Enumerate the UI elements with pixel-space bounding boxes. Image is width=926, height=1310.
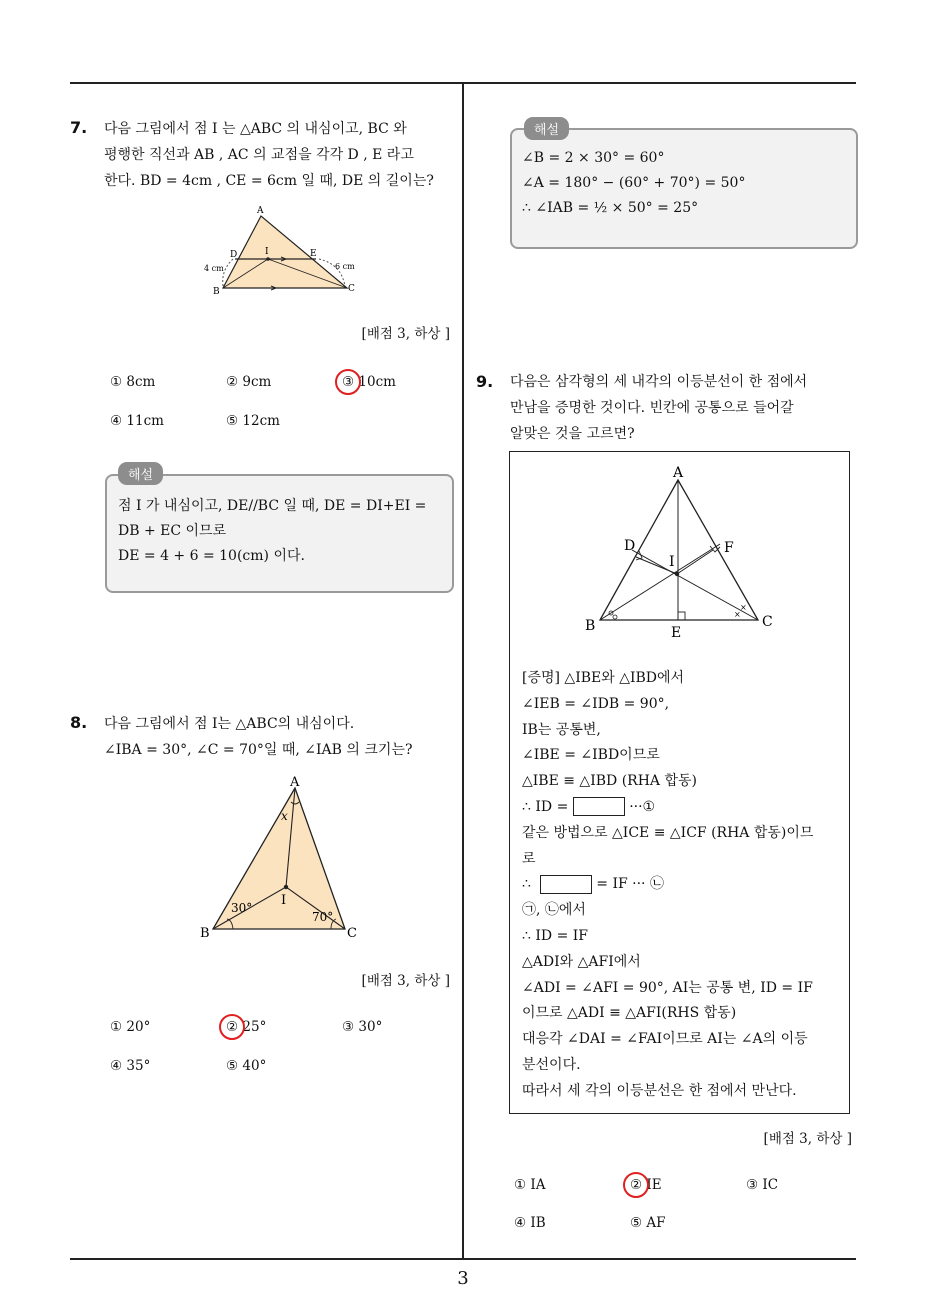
q7-explanation [118,494,448,569]
q9-angle-c-mark1: × [740,603,747,612]
q9-label-e: E [671,625,682,641]
q9-line-3: 알맞은 것을 고르면? [510,426,635,442]
q9-proof-line-4: ∠IBE = ∠IBD이므로 [522,747,660,764]
q8-expl-line-1: ∠B = 2 × 30° = 60° [522,150,665,166]
q7-label-ce: 6 cm [335,262,355,271]
column-divider [462,83,464,1259]
q8-choice-4[interactable]: ④ 35° [110,1058,151,1074]
q9-angle-b-mark2 [613,615,617,619]
q7-triangle [223,216,347,288]
q7-question [104,116,454,194]
q9-proof-line-6-head: ∴ ID = [522,798,569,815]
q8-line-2: ∠IBA = 30°, ∠C = 70°일 때, ∠IAB 의 크기는? [104,742,413,758]
page-number: 3 [457,1268,469,1289]
q9-choice-5[interactable]: ⑤ AF [630,1215,666,1231]
q9-score: [배점 3, 하상 ] [763,1131,852,1147]
q8-label-70: 70° [312,910,334,924]
q9-figure [580,462,780,642]
q8-label-c: C [347,926,357,941]
q8-label-a: A [290,775,300,790]
q9-number: 9. [476,372,494,391]
q9-line-2: 만남을 증명한 것이다. 빈칸에 공통으로 들어갈 [510,400,794,416]
q8-label-i: I [281,893,287,908]
q7-line-2: 평행한 직선과 AB , AC 의 교점을 각각 D , E 라고 [104,147,414,163]
q7-label-b: B [213,287,220,297]
q8-incenter-dot [284,885,288,889]
q9-proof-line-12: △ADI와 △AFI에서 [522,953,641,970]
q9-proof-line-6 [522,795,844,821]
q8-choice-3[interactable]: ③ 30° [342,1019,383,1035]
q9-line-1: 다음은 삼각형의 세 내각의 이등분선이 한 점에서 [510,374,808,390]
q8-explanation [522,146,842,221]
q7-label-c: C [348,284,355,294]
q9-proof-line-15: 대응각 ∠DAI = ∠FAI이므로 AI는 ∠A의 이등 [522,1031,808,1048]
q7-choice-2[interactable]: ② 9cm [226,374,272,390]
q8-answer-mark [219,1014,245,1040]
q9-proof-line-1: [증명] △IBE와 △IBD에서 [522,670,685,686]
q9-proof-line-17: 따라서 세 각의 이등분선은 한 점에서 만난다. [522,1082,797,1099]
q9-label-i: I [669,554,675,570]
q8-label-30: 30° [231,901,253,915]
q7-choice-3[interactable]: ③ 10cm [342,374,396,390]
q9-proof-line-13: ∠ADI = ∠AFI = 90°, AI는 공통 변, ID = IF [522,979,813,996]
q7-incenter-dot [266,257,270,261]
q9-proof-line-9 [522,872,844,898]
q9-label-c: C [762,614,773,630]
q8-choice-5[interactable]: ⑤ 40° [226,1058,267,1074]
q7-choice-1[interactable]: ① 8cm [110,374,156,390]
q9-blank-2[interactable] [540,875,592,894]
q7-label-a: A [257,206,264,216]
q8-label-b: B [200,926,210,941]
q9-proof-line-8: 로 [522,850,536,867]
q9-choice-4[interactable]: ④ IB [514,1215,546,1231]
q7-figure [195,200,375,300]
q9-label-f: F [724,540,734,556]
q9-proof-line-11: ∴ ID = IF [522,927,588,944]
q7-label-bd: 4 cm [204,264,224,273]
q9-label-a: A [673,465,684,481]
q7-label-i: I [265,247,269,257]
q9-proof-line-14: 이므로 △ADI ≡ △AFI(RHS 합동) [522,1005,737,1022]
q8-question [104,711,454,763]
q7-label-d: D [230,250,238,260]
q9-proof-line-6-tail: ···① [629,798,656,815]
q7-line-1: 다음 그림에서 점 I 는 △ABC 의 내심이고, BC 와 [104,121,407,137]
q9-proof-line-2: ∠IEB = ∠IDB = 90°, [522,695,670,712]
q9-question [510,369,850,447]
q9-proof-line-16: 분선이다. [522,1056,581,1073]
q7-line-3: 한다. BD = 4cm , CE = 6cm 일 때, DE 의 길이는? [104,173,434,189]
q7-expl-line-3: DE = 4 + 6 = 10(cm) 이다. [118,548,305,564]
q9-proof-text [522,666,844,1105]
q9-blank-1[interactable] [573,797,625,816]
q7-explanation-tag: 해설 [118,462,163,485]
q9-angle-c-mark2: × [734,610,741,619]
q9-proof-line-9-head: ∴ [522,876,531,893]
q9-proof-line-5: △IBE ≡ △IBD (RHA 합동) [522,773,697,790]
q7-expl-line-1: 점 I 가 내심이고, DE//BC 일 때, DE = DI+EI = [118,498,427,514]
q9-bf-line [600,544,720,620]
q9-if-line [677,550,713,574]
q9-answer-mark [623,1172,649,1198]
q7-label-e: E [310,249,317,259]
bottom-rule [70,1258,856,1260]
q9-incenter-dot [675,572,679,576]
q8-expl-line-2: ∠A = 180° − (60° + 70°) = 50° [522,175,746,191]
q7-score: [배점 3, 하상 ] [361,326,450,342]
q8-score: [배점 3, 하상 ] [361,973,450,989]
q7-choice-5[interactable]: ⑤ 12cm [226,413,280,429]
q7-number: 7. [70,118,88,137]
q7-choice-4[interactable]: ④ 11cm [110,413,164,429]
q9-label-b: B [585,618,596,634]
q8-choice-2[interactable]: ② 25° [226,1019,267,1035]
q8-explanation-tag: 해설 [524,117,569,140]
q8-expl-line-3: ∴ ∠IAB = ½ × 50° = 25° [522,200,699,216]
q8-number: 8. [70,713,88,732]
q9-choice-1[interactable]: ① IA [514,1177,546,1193]
q9-proof-line-9-tail: = IF ··· ㉡ [596,876,664,893]
q8-line-1: 다음 그림에서 점 I는 △ABC의 내심이다. [104,716,355,732]
q9-right-angle-e [678,612,685,620]
q9-proof-line-3: IB는 공통변, [522,721,601,738]
q8-figure [195,772,370,942]
q9-choice-2[interactable]: ② IE [630,1177,662,1193]
q9-label-d: D [624,538,636,554]
q7-expl-line-2: DB + EC 이므로 [118,523,227,539]
q9-proof-line-10: ㉠, ㉡에서 [522,902,586,919]
q9-choice-3[interactable]: ③ IC [746,1177,779,1193]
q8-label-x: x [281,809,288,823]
q7-answer-mark [335,369,361,395]
q9-proof-line-7: 같은 방법으로 △ICE ≡ △ICF (RHA 합동)이므 [522,824,814,841]
q8-choice-1[interactable]: ① 20° [110,1019,151,1035]
